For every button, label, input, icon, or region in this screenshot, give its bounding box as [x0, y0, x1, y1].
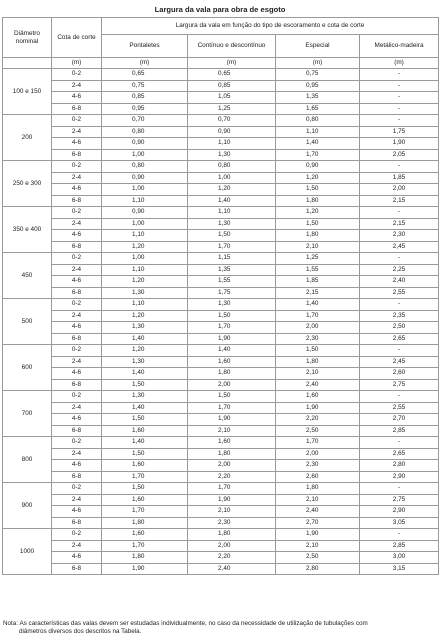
- value-cell: 2,10: [276, 241, 360, 253]
- cota-cell: 2-4: [52, 494, 102, 506]
- value-cell: 0,85: [102, 92, 188, 104]
- value-cell: -: [360, 80, 439, 92]
- note-line-2: diâmetros diversos dos descritos na Tabela.: [19, 628, 142, 635]
- table-row: [3, 264, 439, 276]
- value-cell: 1,70: [188, 402, 276, 414]
- value-cell: 2,10: [188, 425, 276, 437]
- table-row: [3, 494, 439, 506]
- value-cell: 2,40: [360, 276, 439, 288]
- header-cota: Cota de corte: [52, 18, 102, 58]
- cota-cell: 0-2: [52, 161, 102, 173]
- header-group: Largura da vala em função do tipo de escoramento e cota de corte: [102, 18, 439, 35]
- value-cell: 1,40: [276, 138, 360, 150]
- cota-cell: 0-2: [52, 207, 102, 219]
- table-row: [3, 138, 439, 150]
- value-cell: 0,65: [188, 69, 276, 81]
- value-cell: 0,85: [188, 80, 276, 92]
- cota-cell: 0-2: [52, 345, 102, 357]
- value-cell: 0,70: [188, 115, 276, 127]
- value-cell: 1,70: [188, 483, 276, 495]
- cota-cell: 2-4: [52, 448, 102, 460]
- table-row: [3, 195, 439, 207]
- cota-cell: 6-8: [52, 425, 102, 437]
- cota-cell: 0-2: [52, 483, 102, 495]
- value-cell: 1,30: [102, 356, 188, 368]
- cota-cell: 2-4: [52, 402, 102, 414]
- table-row: [3, 241, 439, 253]
- value-cell: 1,40: [276, 299, 360, 311]
- value-cell: 2,10: [276, 540, 360, 552]
- table-row: [3, 506, 439, 518]
- value-cell: 1,75: [360, 126, 439, 138]
- diameter-cell: 350 e 400: [3, 207, 52, 253]
- value-cell: 1,00: [102, 149, 188, 161]
- value-cell: 2,15: [360, 195, 439, 207]
- value-cell: 0,70: [102, 115, 188, 127]
- value-cell: 1,80: [188, 529, 276, 541]
- table-row: [3, 310, 439, 322]
- value-cell: 1,40: [188, 345, 276, 357]
- value-cell: 2,15: [276, 287, 360, 299]
- value-cell: 1,60: [188, 356, 276, 368]
- value-cell: 1,10: [276, 126, 360, 138]
- trench-width-table: [2, 17, 439, 575]
- value-cell: 1,60: [102, 529, 188, 541]
- value-cell: 1,55: [188, 276, 276, 288]
- value-cell: 1,50: [102, 379, 188, 391]
- value-cell: 1,40: [102, 437, 188, 449]
- value-cell: 2,25: [360, 264, 439, 276]
- value-cell: -: [360, 103, 439, 115]
- cota-cell: 2-4: [52, 172, 102, 184]
- header-unit: (m): [188, 58, 276, 69]
- value-cell: 0,95: [276, 80, 360, 92]
- value-cell: 2,75: [360, 379, 439, 391]
- table-row: [3, 253, 439, 265]
- value-cell: 3,15: [360, 563, 439, 575]
- value-cell: 2,50: [276, 425, 360, 437]
- value-cell: 1,35: [276, 92, 360, 104]
- value-cell: 1,90: [188, 414, 276, 426]
- value-cell: 1,40: [102, 402, 188, 414]
- cota-cell: 0-2: [52, 529, 102, 541]
- cota-cell: 4-6: [52, 230, 102, 242]
- value-cell: 0,90: [276, 161, 360, 173]
- value-cell: 2,55: [360, 402, 439, 414]
- value-cell: 1,65: [276, 103, 360, 115]
- cota-cell: 6-8: [52, 471, 102, 483]
- value-cell: 1,90: [188, 494, 276, 506]
- value-cell: -: [360, 437, 439, 449]
- value-cell: -: [360, 92, 439, 104]
- header-unit: (m): [102, 58, 188, 69]
- table-row: [3, 80, 439, 92]
- value-cell: 0,90: [102, 207, 188, 219]
- value-cell: 1,80: [188, 448, 276, 460]
- table-body: [3, 69, 439, 575]
- table-row: [3, 287, 439, 299]
- table-row: [3, 414, 439, 426]
- value-cell: 1,50: [102, 483, 188, 495]
- value-cell: 1,20: [102, 345, 188, 357]
- table-row: [3, 345, 439, 357]
- value-cell: 2,55: [360, 287, 439, 299]
- value-cell: 1,70: [188, 241, 276, 253]
- value-cell: 0,75: [102, 80, 188, 92]
- table-row: [3, 425, 439, 437]
- value-cell: 2,85: [360, 540, 439, 552]
- cota-cell: 6-8: [52, 241, 102, 253]
- value-cell: 1,30: [102, 322, 188, 334]
- value-cell: 1,00: [102, 184, 188, 196]
- value-cell: 0,80: [102, 161, 188, 173]
- table-row: [3, 402, 439, 414]
- diameter-cell: 450: [3, 253, 52, 299]
- header-unit: (m): [276, 58, 360, 69]
- table-row: [3, 103, 439, 115]
- value-cell: 1,90: [360, 138, 439, 150]
- table-row: [3, 184, 439, 196]
- table-row: [3, 540, 439, 552]
- header-col-especial: Especial: [276, 35, 360, 58]
- value-cell: 1,05: [188, 92, 276, 104]
- value-cell: 1,70: [188, 322, 276, 334]
- value-cell: 2,05: [360, 149, 439, 161]
- table-row: [3, 483, 439, 495]
- value-cell: 2,80: [360, 460, 439, 472]
- value-cell: 0,95: [102, 103, 188, 115]
- value-cell: 0,80: [188, 161, 276, 173]
- value-cell: 1,10: [102, 195, 188, 207]
- value-cell: 2,30: [188, 517, 276, 529]
- header-unit: (m): [360, 58, 439, 69]
- table-row: [3, 460, 439, 472]
- value-cell: 2,00: [188, 540, 276, 552]
- table-row: [3, 149, 439, 161]
- value-cell: -: [360, 529, 439, 541]
- value-cell: 2,40: [276, 379, 360, 391]
- table-row: [3, 552, 439, 564]
- cota-cell: 0-2: [52, 437, 102, 449]
- table-row: [3, 333, 439, 345]
- value-cell: 1,90: [276, 529, 360, 541]
- diameter-cell: 200: [3, 115, 52, 161]
- cota-cell: 4-6: [52, 506, 102, 518]
- value-cell: 1,70: [102, 506, 188, 518]
- table-row: [3, 69, 439, 81]
- cota-cell: 4-6: [52, 460, 102, 472]
- cota-cell: 4-6: [52, 276, 102, 288]
- value-cell: 2,65: [360, 333, 439, 345]
- value-cell: -: [360, 345, 439, 357]
- value-cell: -: [360, 253, 439, 265]
- value-cell: -: [360, 161, 439, 173]
- value-cell: 1,20: [276, 172, 360, 184]
- value-cell: 2,30: [360, 230, 439, 242]
- value-cell: 0,65: [102, 69, 188, 81]
- value-cell: 2,10: [188, 506, 276, 518]
- value-cell: 1,80: [276, 483, 360, 495]
- cota-cell: 6-8: [52, 287, 102, 299]
- value-cell: 2,65: [360, 448, 439, 460]
- value-cell: 2,20: [188, 552, 276, 564]
- value-cell: 1,60: [102, 460, 188, 472]
- cota-cell: 2-4: [52, 126, 102, 138]
- cota-cell: 2-4: [52, 218, 102, 230]
- value-cell: -: [360, 115, 439, 127]
- value-cell: 1,30: [102, 287, 188, 299]
- value-cell: 3,05: [360, 517, 439, 529]
- value-cell: 2,00: [276, 448, 360, 460]
- value-cell: 2,90: [360, 506, 439, 518]
- value-cell: 2,90: [360, 471, 439, 483]
- value-cell: 1,30: [102, 391, 188, 403]
- table-row: [3, 356, 439, 368]
- value-cell: 1,70: [102, 471, 188, 483]
- value-cell: 1,10: [102, 264, 188, 276]
- cota-cell: 6-8: [52, 517, 102, 529]
- diameter-cell: 800: [3, 437, 52, 483]
- cota-cell: 0-2: [52, 391, 102, 403]
- value-cell: 2,10: [276, 368, 360, 380]
- value-cell: 1,80: [276, 195, 360, 207]
- value-cell: 1,50: [276, 345, 360, 357]
- diameter-cell: 600: [3, 345, 52, 391]
- value-cell: 1,80: [188, 368, 276, 380]
- value-cell: 1,70: [276, 437, 360, 449]
- value-cell: 2,70: [360, 414, 439, 426]
- value-cell: 2,10: [276, 494, 360, 506]
- value-cell: 0,80: [102, 126, 188, 138]
- table-row: [3, 126, 439, 138]
- diameter-cell: 1000: [3, 529, 52, 575]
- header-unit: (m): [52, 58, 102, 69]
- value-cell: 2,50: [276, 552, 360, 564]
- value-cell: 1,10: [188, 207, 276, 219]
- header-col-continuo: Contínuo e descontínuo: [188, 35, 276, 58]
- diameter-cell: 900: [3, 483, 52, 529]
- value-cell: 2,50: [360, 322, 439, 334]
- table-row: [3, 437, 439, 449]
- value-cell: 1,00: [188, 172, 276, 184]
- value-cell: 0,90: [102, 138, 188, 150]
- cota-cell: 4-6: [52, 92, 102, 104]
- value-cell: 2,30: [276, 460, 360, 472]
- value-cell: -: [360, 69, 439, 81]
- value-cell: 1,15: [188, 253, 276, 265]
- table-row: [3, 218, 439, 230]
- value-cell: 1,10: [102, 299, 188, 311]
- cota-cell: 4-6: [52, 138, 102, 150]
- header-col-metalico: Metálico-madeira: [360, 35, 439, 58]
- diameter-cell: 500: [3, 299, 52, 345]
- value-cell: 1,20: [102, 276, 188, 288]
- value-cell: 1,70: [276, 310, 360, 322]
- value-cell: 1,50: [102, 414, 188, 426]
- cota-cell: 6-8: [52, 195, 102, 207]
- value-cell: 1,20: [188, 184, 276, 196]
- header-diameter: Diâmetro nominal: [3, 18, 52, 58]
- value-cell: 0,80: [276, 115, 360, 127]
- value-cell: 1,90: [102, 563, 188, 575]
- value-cell: 2,40: [188, 563, 276, 575]
- table-row: [3, 391, 439, 403]
- value-cell: 0,90: [102, 172, 188, 184]
- value-cell: 1,50: [188, 230, 276, 242]
- table-row: [3, 529, 439, 541]
- table-title: Largura da vala para obra de esgoto: [154, 5, 286, 14]
- value-cell: 2,30: [276, 333, 360, 345]
- value-cell: 1,80: [276, 356, 360, 368]
- value-cell: 1,60: [188, 437, 276, 449]
- value-cell: 1,25: [276, 253, 360, 265]
- table-row: [3, 115, 439, 127]
- value-cell: 1,10: [102, 230, 188, 242]
- cota-cell: 2-4: [52, 264, 102, 276]
- table-row: [3, 368, 439, 380]
- value-cell: 1,00: [102, 218, 188, 230]
- value-cell: 2,80: [276, 563, 360, 575]
- value-cell: 2,15: [360, 218, 439, 230]
- value-cell: 1,40: [188, 195, 276, 207]
- value-cell: 0,90: [188, 126, 276, 138]
- value-cell: 1,90: [188, 333, 276, 345]
- value-cell: 2,35: [360, 310, 439, 322]
- value-cell: 1,90: [276, 402, 360, 414]
- value-cell: -: [360, 391, 439, 403]
- value-cell: 2,00: [276, 322, 360, 334]
- value-cell: 1,80: [102, 552, 188, 564]
- cota-cell: 4-6: [52, 552, 102, 564]
- value-cell: 1,20: [276, 207, 360, 219]
- cota-cell: 6-8: [52, 379, 102, 391]
- table-note: [3, 620, 435, 636]
- value-cell: 1,30: [188, 149, 276, 161]
- cota-cell: 0-2: [52, 115, 102, 127]
- cota-cell: 6-8: [52, 563, 102, 575]
- value-cell: 1,40: [102, 368, 188, 380]
- value-cell: 1,70: [276, 149, 360, 161]
- cota-cell: 4-6: [52, 368, 102, 380]
- value-cell: 2,70: [276, 517, 360, 529]
- cota-cell: 4-6: [52, 184, 102, 196]
- value-cell: 1,50: [188, 310, 276, 322]
- cota-cell: 2-4: [52, 310, 102, 322]
- value-cell: 2,00: [188, 460, 276, 472]
- diameter-cell: 250 e 300: [3, 161, 52, 207]
- diameter-cell: 100 e 150: [3, 69, 52, 115]
- cota-cell: 0-2: [52, 299, 102, 311]
- cota-cell: 4-6: [52, 414, 102, 426]
- cota-cell: 0-2: [52, 69, 102, 81]
- value-cell: 1,50: [102, 448, 188, 460]
- value-cell: 1,80: [102, 517, 188, 529]
- cota-cell: 4-6: [52, 322, 102, 334]
- diameter-cell: 700: [3, 391, 52, 437]
- value-cell: 1,20: [102, 241, 188, 253]
- value-cell: 1,60: [102, 425, 188, 437]
- value-cell: 2,85: [360, 425, 439, 437]
- value-cell: 1,50: [188, 391, 276, 403]
- value-cell: 1,70: [102, 540, 188, 552]
- value-cell: 1,30: [188, 218, 276, 230]
- table-row: [3, 276, 439, 288]
- value-cell: 2,60: [360, 368, 439, 380]
- table-row: [3, 172, 439, 184]
- table-row: [3, 161, 439, 173]
- value-cell: 2,45: [360, 356, 439, 368]
- table-row: [3, 230, 439, 242]
- header-col-pontaletes: Pontaletes: [102, 35, 188, 58]
- table-row: [3, 471, 439, 483]
- value-cell: 1,60: [102, 494, 188, 506]
- cota-cell: 0-2: [52, 253, 102, 265]
- table-row: [3, 563, 439, 575]
- cota-cell: 6-8: [52, 103, 102, 115]
- cota-cell: 2-4: [52, 540, 102, 552]
- value-cell: 1,20: [102, 310, 188, 322]
- value-cell: 2,00: [188, 379, 276, 391]
- value-cell: 1,50: [276, 184, 360, 196]
- value-cell: 1,80: [276, 230, 360, 242]
- table-row: [3, 322, 439, 334]
- table-row: [3, 299, 439, 311]
- value-cell: 1,00: [102, 253, 188, 265]
- value-cell: 0,75: [276, 69, 360, 81]
- value-cell: 1,50: [276, 218, 360, 230]
- value-cell: 1,10: [188, 138, 276, 150]
- header-unit-blank: [3, 58, 52, 69]
- value-cell: 2,60: [276, 471, 360, 483]
- table-row: [3, 92, 439, 104]
- value-cell: -: [360, 483, 439, 495]
- value-cell: 1,40: [102, 333, 188, 345]
- table-row: [3, 517, 439, 529]
- value-cell: 1,60: [276, 391, 360, 403]
- cota-cell: 6-8: [52, 149, 102, 161]
- value-cell: 1,30: [188, 299, 276, 311]
- cota-cell: 6-8: [52, 333, 102, 345]
- value-cell: 2,75: [360, 494, 439, 506]
- table-row: [3, 448, 439, 460]
- value-cell: 2,40: [276, 506, 360, 518]
- value-cell: 3,00: [360, 552, 439, 564]
- cota-cell: 2-4: [52, 80, 102, 92]
- value-cell: 1,55: [276, 264, 360, 276]
- value-cell: 2,20: [276, 414, 360, 426]
- table-row: [3, 207, 439, 219]
- table-row: [3, 379, 439, 391]
- value-cell: 2,20: [188, 471, 276, 483]
- value-cell: 1,35: [188, 264, 276, 276]
- note-line-1: Nota: As características das valas devem ser estudadas individualmente, no caso da necessidade de utilização de tubulações com: [3, 620, 368, 627]
- value-cell: 1,75: [188, 287, 276, 299]
- value-cell: 1,25: [188, 103, 276, 115]
- value-cell: 1,85: [360, 172, 439, 184]
- value-cell: 2,00: [360, 184, 439, 196]
- value-cell: 2,45: [360, 241, 439, 253]
- cota-cell: 2-4: [52, 356, 102, 368]
- value-cell: -: [360, 299, 439, 311]
- value-cell: -: [360, 207, 439, 219]
- value-cell: 1,85: [276, 276, 360, 288]
